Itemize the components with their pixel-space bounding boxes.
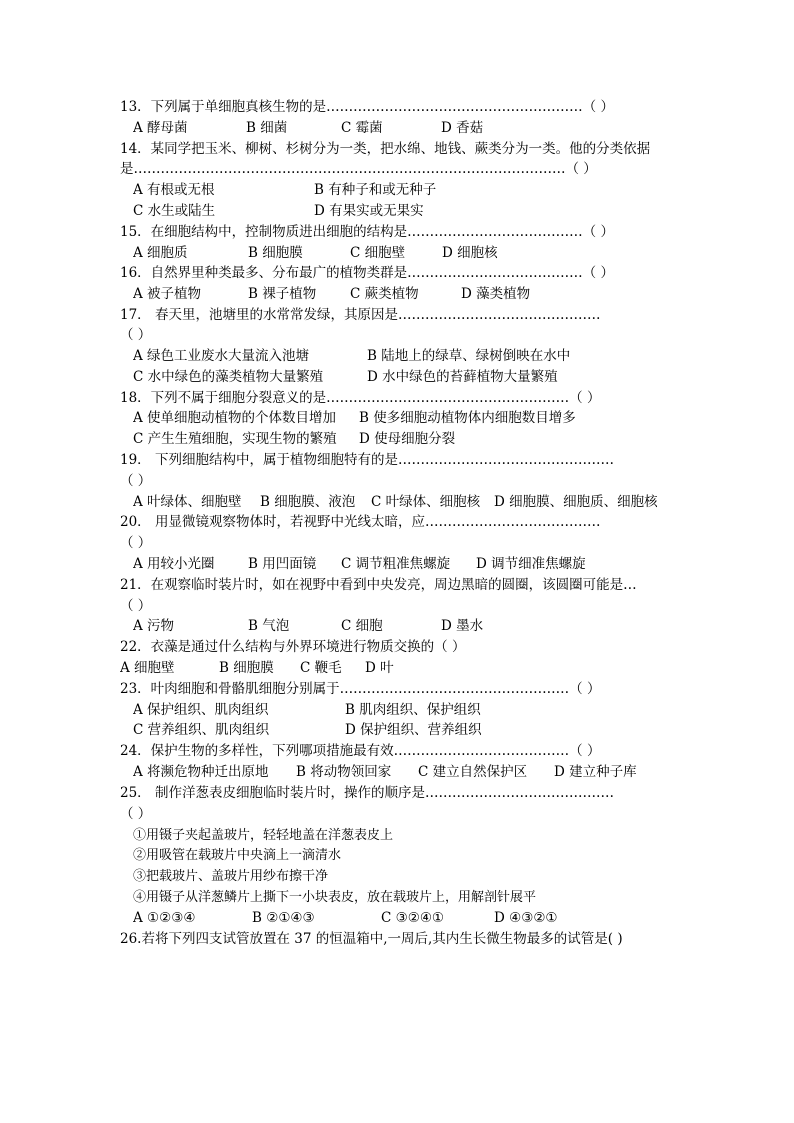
question-19-stem: 19． 下列细胞结构中，属于植物细胞特有的是………………………………………… xyxy=(120,452,614,468)
question-19-paren: （ ） xyxy=(120,473,152,489)
question-25-stem: 25． 制作洋葱表皮细胞临时装片时，操作的顺序是…………………………………… xyxy=(120,785,614,801)
option-b: B 将动物领回家 xyxy=(296,764,392,780)
question-18-options-row2 xyxy=(133,429,689,450)
question-20-options xyxy=(133,554,689,575)
option-a: A 细胞质 xyxy=(133,245,188,261)
option-c: C 霉菌 xyxy=(341,120,383,136)
question-25-paren: （ ） xyxy=(120,806,152,822)
question-19-options xyxy=(133,492,689,513)
option-c: C 营养组织、肌肉组织 xyxy=(133,722,270,738)
question-25-step-3: ③把载玻片、盖玻片用纱布擦干净 xyxy=(133,869,329,884)
option-d: D 墨水 xyxy=(441,618,484,634)
question-16-stem: 16．自然界里种类最多、分布最广的植物类群是…………………………………（ ） xyxy=(120,265,614,281)
option-d: D 保护组织、营养组织 xyxy=(345,722,482,738)
option-b: B ②①④③ xyxy=(252,910,315,926)
option-a: A 叶绿体、细胞壁 xyxy=(133,494,242,510)
question-24-options xyxy=(133,762,689,783)
option-b: B 细胞膜 xyxy=(248,245,303,261)
question-20-paren: （ ） xyxy=(120,535,152,551)
option-a: A 有根或无根 xyxy=(133,182,215,198)
option-c: C 水生或陆生 xyxy=(133,203,216,219)
question-17-options-row1 xyxy=(133,346,689,367)
question-17-options-row2 xyxy=(133,367,689,388)
option-c: C 产生生殖细胞，实现生物的繁殖 xyxy=(133,431,337,447)
option-c: C 蕨类植物 xyxy=(350,286,419,302)
question-18-stem: 18．下列不属于细胞分裂意义的是………………………………………………（ ） xyxy=(120,390,601,406)
option-d: D 有果实或无果实 xyxy=(314,203,424,219)
option-c: C 细胞 xyxy=(341,618,383,634)
option-c: C 鞭毛 xyxy=(300,660,342,676)
question-22-options xyxy=(120,658,676,679)
option-d: D 建立种子库 xyxy=(554,764,637,780)
question-14-options-row1 xyxy=(133,180,689,201)
question-14-stem-cont: 是……………………………………………………………………………………（ ） xyxy=(120,161,597,177)
option-d: D 藻类植物 xyxy=(461,286,531,302)
question-13-stem: 13．下列属于单细胞真核生物的是…………………………………………………（ ） xyxy=(120,99,614,115)
question-23-stem: 23．叶肉细胞和骨骼肌细胞分别属于……………………………………………（ ） xyxy=(120,681,601,697)
option-d: D 叶 xyxy=(365,660,394,676)
question-14-options-row2 xyxy=(133,201,689,222)
option-c: C ③②④① xyxy=(381,910,445,926)
question-20-stem: 20． 用显微镜观察物体时，若视野中光线太暗，应………………………………… xyxy=(120,514,601,530)
option-b: B 肌肉组织、保护组织 xyxy=(345,702,481,718)
question-21-options xyxy=(133,616,689,637)
option-a: A 被子植物 xyxy=(133,286,202,302)
option-b: B 细胞膜 xyxy=(219,660,274,676)
option-d: D 调节细准焦螺旋 xyxy=(476,556,586,572)
question-14-stem: 14．某同学把玉米、柳树、杉树分为一类，把水绵、地钱、蕨类分为一类。他的分类依据 xyxy=(120,141,651,157)
option-d: D 细胞膜、细胞质、细胞核 xyxy=(494,494,658,510)
option-c: C 水中绿色的藻类植物大量繁殖 xyxy=(133,369,324,385)
option-b: B 细菌 xyxy=(246,120,288,136)
option-a: A ①②③④ xyxy=(133,910,196,926)
option-a: A 将濒危物种迁出原地 xyxy=(133,764,269,780)
option-a: A 污物 xyxy=(133,618,175,634)
option-b: B 陆地上的绿草、绿树倒映在水中 xyxy=(367,348,571,364)
question-24-stem: 24．保护生物的多样性，下列哪项措施最有效…………………………………（ ） xyxy=(120,743,601,759)
question-18-options-row1 xyxy=(133,408,689,429)
option-a: A 酵母菌 xyxy=(133,120,188,136)
question-23-options-row2 xyxy=(133,720,689,741)
option-b: B 有种子和或无种子 xyxy=(314,182,437,198)
question-13-options xyxy=(133,118,689,139)
option-a: A 绿色工业废水大量流入池塘 xyxy=(133,348,310,364)
option-c: C 叶绿体、细胞核 xyxy=(371,494,481,510)
question-21-stem: 21．在观察临时装片时，如在视野中看到中央发亮，周边黑暗的圆圈，该圆圈可能是… xyxy=(120,577,637,593)
question-17-paren: （ ） xyxy=(120,327,152,343)
option-d: D 香菇 xyxy=(441,120,484,136)
question-25-step-4: ④用镊子从洋葱鳞片上撕下一小块表皮，放在载玻片上，用解剖针展平 xyxy=(133,890,537,905)
option-a: A 用较小光圈 xyxy=(133,556,215,572)
question-15-options xyxy=(133,243,689,264)
option-b: B 气泡 xyxy=(248,618,290,634)
option-a: A 使单细胞动植物的个体数目增加 xyxy=(133,410,337,426)
option-d: D 水中绿色的苔藓植物大量繁殖 xyxy=(367,369,558,385)
option-c: C 建立自然保护区 xyxy=(418,764,528,780)
option-d: D 使母细胞分裂 xyxy=(359,431,456,447)
question-25-step-1: ①用镊子夹起盖玻片，轻轻地盖在洋葱表皮上 xyxy=(133,828,394,843)
question-17-stem: 17． 春天里，池塘里的水常常发绿，其原因是……………………………………… xyxy=(120,307,601,323)
option-b: B 使多细胞动植物体内细胞数目增多 xyxy=(359,410,576,426)
option-b: B 裸子植物 xyxy=(248,286,317,302)
option-b: B 用凹面镜 xyxy=(248,556,317,572)
question-25-step-2: ②用吸管在载玻片中央滴上一滴清水 xyxy=(133,848,342,863)
option-b: B 细胞膜、液泡 xyxy=(260,494,356,510)
option-d: D ④③②① xyxy=(494,910,558,926)
option-a: A 保护组织、肌肉组织 xyxy=(133,702,269,718)
option-c: C 调节粗准焦螺旋 xyxy=(341,556,451,572)
option-a: A 细胞壁 xyxy=(120,660,175,676)
question-16-options xyxy=(133,284,689,305)
question-26-stem: 26.若将下列四支试管放置在 37 的恒温箱中,一周后,其内生长微生物最多的试管是( ) xyxy=(120,931,623,947)
question-23-options-row1 xyxy=(133,700,689,721)
question-22-stem: 22．衣藻是通过什么结构与外界环境进行物质交换的（ ） xyxy=(120,639,466,655)
question-21-paren: （ ） xyxy=(120,598,152,614)
question-25-options xyxy=(133,908,689,929)
question-15-stem: 15．在细胞结构中，控制物质进出细胞的结构是…………………………………（ ） xyxy=(120,224,614,240)
option-d: D 细胞核 xyxy=(442,245,498,261)
option-c: C 细胞壁 xyxy=(350,245,406,261)
